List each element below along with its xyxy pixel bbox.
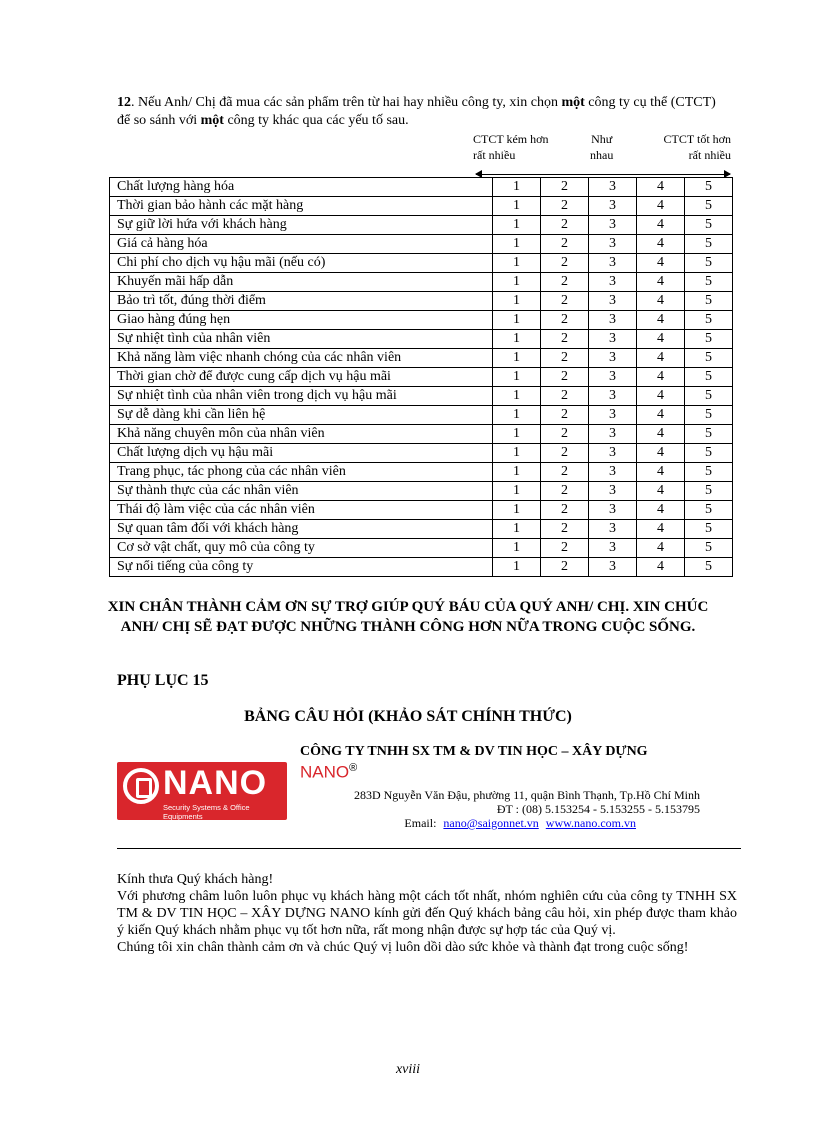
table-row [110,368,733,387]
table-row [110,178,733,197]
thanks-message: XIN CHÂN THÀNH CẢM ƠN SỰ TRỢ GIÚP QUÝ BÁU CỦA QUÝ ANH/ CHỊ. XIN CHÚC ANH/ CHỊ SẼ ĐẠT ĐƯỢC NHỮNG THÀNH CÔNG HƠN NỮA TRONG CUỘC SỐNG. [107,599,709,635]
question-bold-a: một [561,95,585,110]
question-text-b: công ty cụ thể (CTCT) để so sánh với [117,95,716,128]
rating-option-5[interactable]: 5 [685,178,733,197]
rating-option-4[interactable]: 4 [637,482,685,501]
rating-option-4[interactable]: 4 [637,349,685,368]
rating-option-3[interactable]: 3 [589,273,637,292]
company-contact [300,816,636,831]
rating-option-1[interactable]: 1 [493,273,541,292]
letter-paragraph-2: Chúng tôi xin chân thành cảm ơn và chúc Quý vị luôn dồi dào sức khỏe và thành đạt trong cuộc sống! [117,940,689,955]
scale-label-equal-line1: Như [591,132,613,146]
cover-letter [117,871,737,956]
rating-option-5[interactable]: 5 [685,273,733,292]
registered-mark: ® [349,762,358,774]
survey-table [109,177,733,577]
rating-option-4[interactable]: 4 [637,558,685,577]
rating-option-1[interactable]: 1 [493,235,541,254]
rating-option-1[interactable]: 1 [493,368,541,387]
criterion-label: Chất lượng dịch vụ hậu mãi [110,444,493,463]
rating-option-5[interactable]: 5 [685,197,733,216]
table-row [110,501,733,520]
rating-option-2[interactable]: 2 [541,387,589,406]
rating-option-4[interactable]: 4 [637,463,685,482]
rating-option-2[interactable]: 2 [541,254,589,273]
rating-option-5[interactable]: 5 [685,330,733,349]
rating-option-2[interactable]: 2 [541,482,589,501]
rating-option-3[interactable]: 3 [589,482,637,501]
email-link[interactable]: nano@saigonnet.vn [443,816,539,830]
scale-label-worse [473,131,548,163]
rating-option-5[interactable]: 5 [685,254,733,273]
rating-option-4[interactable]: 4 [637,216,685,235]
brand-name: NANO [300,762,350,782]
question-number: 12 [117,95,131,110]
scale-label-equal-line2: nhau [590,148,614,162]
rating-option-1[interactable]: 1 [493,216,541,235]
rating-option-2[interactable]: 2 [541,558,589,577]
rating-option-3[interactable]: 3 [589,349,637,368]
rating-option-2[interactable]: 2 [541,311,589,330]
rating-option-1[interactable]: 1 [493,387,541,406]
logo-word: NANO [163,764,268,802]
table-row [110,520,733,539]
rating-option-2[interactable]: 2 [541,178,589,197]
table-row [110,292,733,311]
rating-option-1[interactable]: 1 [493,330,541,349]
question-text-c: công ty khác qua các yếu tố sau. [223,113,409,128]
criterion-label: Khuyến mãi hấp dẫn [110,273,493,292]
rating-option-4[interactable]: 4 [637,273,685,292]
criterion-label: Giá cả hàng hóa [110,235,493,254]
criterion-label: Thời gian bảo hành các mặt hàng [110,197,493,216]
rating-option-5[interactable]: 5 [685,387,733,406]
table-row [110,330,733,349]
rating-option-4[interactable]: 4 [637,292,685,311]
letter-paragraph-1: Với phương châm luôn luôn phục vụ khách hàng một cách tốt nhất, nhóm nghiên cứu của công ty TNHH SX TM & DV TIN HỌC – XÂY DỰNG NANO kính gửi đến Quý khách bảng câu hỏi, xin phép được tham khảo ý kiến Quý khách nhằm phục vụ tốt hơn nữa, rất mong nhận được sự hợp tác của Quý vị. [117,889,737,938]
rating-option-2[interactable]: 2 [541,463,589,482]
scale-label-better [651,131,731,163]
rating-option-5[interactable]: 5 [685,482,733,501]
rating-option-1[interactable]: 1 [493,520,541,539]
question-text-a: . Nếu Anh/ Chị đã mua các sản phẩm trên từ hai hay nhiều công ty, xin chọn [131,95,562,110]
table-row [110,311,733,330]
letter-greeting: Kính thưa Quý khách hàng! [117,872,274,887]
rating-option-5[interactable]: 5 [685,292,733,311]
rating-option-3[interactable]: 3 [589,387,637,406]
criterion-label: Chất lượng hàng hóa [110,178,493,197]
rating-option-3[interactable]: 3 [589,425,637,444]
rating-option-1[interactable]: 1 [493,292,541,311]
rating-option-1[interactable]: 1 [493,425,541,444]
scale-label-better-line1: CTCT tốt hơn [663,132,731,146]
scale-label-equal [590,131,613,163]
page-number: xviii [395,1062,421,1077]
form-title: BẢNG CÂU HỎI (KHẢO SÁT CHÍNH THỨC) [244,708,572,725]
criterion-label: Sự nhiệt tình của nhân viên trong dịch vụ hậu mãi [110,387,493,406]
rating-option-2[interactable]: 2 [541,539,589,558]
survey-table-body [110,178,733,577]
rating-option-1[interactable]: 1 [493,539,541,558]
rating-option-2[interactable]: 2 [541,292,589,311]
rating-option-3[interactable]: 3 [589,520,637,539]
rating-option-1[interactable]: 1 [493,482,541,501]
rating-option-3[interactable]: 3 [589,539,637,558]
table-row [110,406,733,425]
rating-option-5[interactable]: 5 [685,520,733,539]
table-row [110,539,733,558]
criterion-label: Sự quan tâm đối với khách hàng [110,520,493,539]
rating-option-1[interactable]: 1 [493,444,541,463]
rating-option-4[interactable]: 4 [637,197,685,216]
rating-option-4[interactable]: 4 [637,368,685,387]
criterion-label: Chi phí cho dịch vụ hậu mãi (nếu có) [110,254,493,273]
table-row [110,463,733,482]
criterion-label: Giao hàng đúng hẹn [110,311,493,330]
logo-emblem-icon [123,768,159,804]
rating-option-3[interactable]: 3 [589,292,637,311]
question-bold-b: một [200,113,224,128]
table-row [110,482,733,501]
rating-option-3[interactable]: 3 [589,444,637,463]
rating-option-2[interactable]: 2 [541,330,589,349]
criterion-label: Sự dễ dàng khi cần liên hệ [110,406,493,425]
rating-option-1[interactable]: 1 [493,197,541,216]
table-row [110,425,733,444]
appendix-title: PHỤ LỤC 15 [117,672,209,689]
rating-option-2[interactable]: 2 [541,349,589,368]
rating-option-4[interactable]: 4 [637,444,685,463]
rating-option-5[interactable]: 5 [685,235,733,254]
rating-option-5[interactable]: 5 [685,406,733,425]
rating-option-4[interactable]: 4 [637,235,685,254]
rating-option-2[interactable]: 2 [541,273,589,292]
rating-option-1[interactable]: 1 [493,501,541,520]
rating-option-5[interactable]: 5 [685,539,733,558]
criterion-label: Khả năng làm việc nhanh chóng của các nhân viên [110,349,493,368]
rating-option-5[interactable]: 5 [685,425,733,444]
rating-option-3[interactable]: 3 [589,368,637,387]
rating-option-2[interactable]: 2 [541,444,589,463]
rating-option-2[interactable]: 2 [541,197,589,216]
rating-option-5[interactable]: 5 [685,558,733,577]
rating-option-5[interactable]: 5 [685,216,733,235]
nano-logo [117,762,287,820]
criterion-label: Bảo trì tốt, đúng thời điểm [110,292,493,311]
company-phone: ĐT : (08) 5.153254 - 5.153255 - 5.153795 [496,802,700,816]
rating-option-2[interactable]: 2 [541,368,589,387]
rating-option-3[interactable]: 3 [589,254,637,273]
company-brand [300,762,357,783]
rating-option-3[interactable]: 3 [589,235,637,254]
rating-option-3[interactable]: 3 [589,330,637,349]
criterion-label: Cơ sở vật chất, quy mô của công ty [110,539,493,558]
criterion-label: Sự giữ lời hứa với khách hàng [110,216,493,235]
rating-option-4[interactable]: 4 [637,501,685,520]
email-label: Email: [404,816,437,830]
rating-option-3[interactable]: 3 [589,216,637,235]
rating-option-4[interactable]: 4 [637,539,685,558]
table-row [110,387,733,406]
rating-option-1[interactable]: 1 [493,349,541,368]
table-row [110,444,733,463]
rating-option-4[interactable]: 4 [637,311,685,330]
rating-option-2[interactable]: 2 [541,425,589,444]
rating-option-1[interactable]: 1 [493,311,541,330]
rating-option-4[interactable]: 4 [637,425,685,444]
scale-label-worse-line2: rất nhiều [473,148,516,162]
table-row [110,197,733,216]
rating-option-5[interactable]: 5 [685,349,733,368]
company-address: 283D Nguyễn Văn Đậu, phường 11, quận Bình Thạnh, Tp.Hồ Chí Minh [353,788,700,802]
rating-option-4[interactable]: 4 [637,254,685,273]
rating-option-5[interactable]: 5 [685,463,733,482]
company-name: CÔNG TY TNHH SX TM & DV TIN HỌC – XÂY DỰNG [300,744,648,759]
rating-option-2[interactable]: 2 [541,216,589,235]
rating-option-1[interactable]: 1 [493,558,541,577]
rating-option-4[interactable]: 4 [637,520,685,539]
rating-option-3[interactable]: 3 [589,406,637,425]
rating-option-3[interactable]: 3 [589,178,637,197]
criterion-label: Sự thành thực của các nhân viên [110,482,493,501]
rating-option-2[interactable]: 2 [541,235,589,254]
table-row [110,216,733,235]
website-link[interactable]: www.nano.com.vn [545,816,636,830]
rating-option-2[interactable]: 2 [541,501,589,520]
rating-option-5[interactable]: 5 [685,444,733,463]
rating-option-5[interactable]: 5 [685,368,733,387]
table-row [110,254,733,273]
rating-option-3[interactable]: 3 [589,197,637,216]
rating-option-1[interactable]: 1 [493,463,541,482]
table-row [110,235,733,254]
rating-option-1[interactable]: 1 [493,406,541,425]
table-row [110,558,733,577]
rating-option-1[interactable]: 1 [493,178,541,197]
rating-option-3[interactable]: 3 [589,463,637,482]
criterion-label: Sự nhiệt tình của nhân viên [110,330,493,349]
rating-option-4[interactable]: 4 [637,387,685,406]
logo-tagline: Security Systems & Office Equipments [163,803,250,821]
rating-option-2[interactable]: 2 [541,520,589,539]
criterion-label: Sự nổi tiếng của công ty [110,558,493,577]
scale-label-worse-line1: CTCT kém hơn [473,132,549,146]
scale-arrow [476,174,730,175]
rating-option-5[interactable]: 5 [685,311,733,330]
scale-label-better-line2: rất nhiều [688,148,731,162]
table-row [110,273,733,292]
rating-option-4[interactable]: 4 [637,178,685,197]
rating-option-5[interactable]: 5 [685,501,733,520]
divider [117,848,741,849]
criterion-label: Thời gian chờ để được cung cấp dịch vụ hậu mãi [110,368,493,387]
rating-option-2[interactable]: 2 [541,406,589,425]
question-12 [117,94,729,130]
rating-option-3[interactable]: 3 [589,558,637,577]
rating-option-1[interactable]: 1 [493,254,541,273]
rating-option-4[interactable]: 4 [637,406,685,425]
criterion-label: Thái độ làm việc của các nhân viên [110,501,493,520]
rating-option-4[interactable]: 4 [637,330,685,349]
criterion-label: Khả năng chuyên môn của nhân viên [110,425,493,444]
criterion-label: Trang phục, tác phong của các nhân viên [110,463,493,482]
rating-option-3[interactable]: 3 [589,501,637,520]
table-row [110,349,733,368]
rating-option-3[interactable]: 3 [589,311,637,330]
